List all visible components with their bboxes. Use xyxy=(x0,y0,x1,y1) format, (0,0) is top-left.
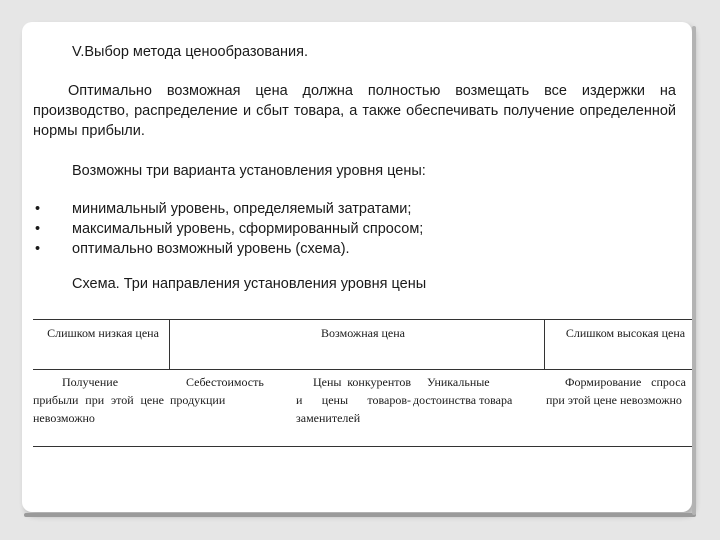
table-top-rule xyxy=(33,319,692,320)
table-middle-rule xyxy=(33,369,692,370)
cell-unique-value: Уникальные достоинства товара xyxy=(413,375,513,407)
list-item: • максимальный уровень, сформированный спросом; xyxy=(35,221,424,237)
table-divider xyxy=(544,319,545,370)
cell-cost: Себестоимость продукции xyxy=(170,375,264,407)
cell-low-profit: Получение прибыли при этой цене невозможно xyxy=(33,375,164,425)
header-low-price: Слишком низкая цена xyxy=(47,326,159,340)
body-paragraph: Оптимально возможная цена должна полностью возмещать все издержки на производство, распределение и сбыт товара, а также обеспечивать получение определенной нормы прибыли. xyxy=(33,83,676,139)
bullet-list xyxy=(33,199,673,259)
table-bottom-rule xyxy=(33,446,692,447)
slide-shadow-right xyxy=(692,26,696,515)
bullet-icon: • xyxy=(35,221,41,237)
schema-table xyxy=(33,319,692,447)
header-possible-price: Возможная цена xyxy=(321,326,405,340)
intro-text: Возможны три варианта установления уровня цены: xyxy=(72,163,426,179)
list-item: • оптимально возможный уровень (схема). xyxy=(35,241,350,257)
cell-demand: Формирование спроса при этой цене невозможно xyxy=(546,375,686,407)
cell-competitors: Цены конкурентов и цены товаров-заменителей xyxy=(296,375,411,425)
list-item: • минимальный уровень, определяемый затратами; xyxy=(35,201,412,217)
bullet-icon: • xyxy=(35,241,41,257)
slide-shadow-bottom xyxy=(24,513,696,517)
section-heading: V.Выбор метода ценообразования. xyxy=(72,44,309,60)
table-divider xyxy=(169,319,170,370)
schema-title: Схема. Три направления установления уровня цены xyxy=(72,276,427,292)
bullet-icon: • xyxy=(35,201,41,217)
header-high-price: Слишком высокая цена xyxy=(565,326,686,340)
